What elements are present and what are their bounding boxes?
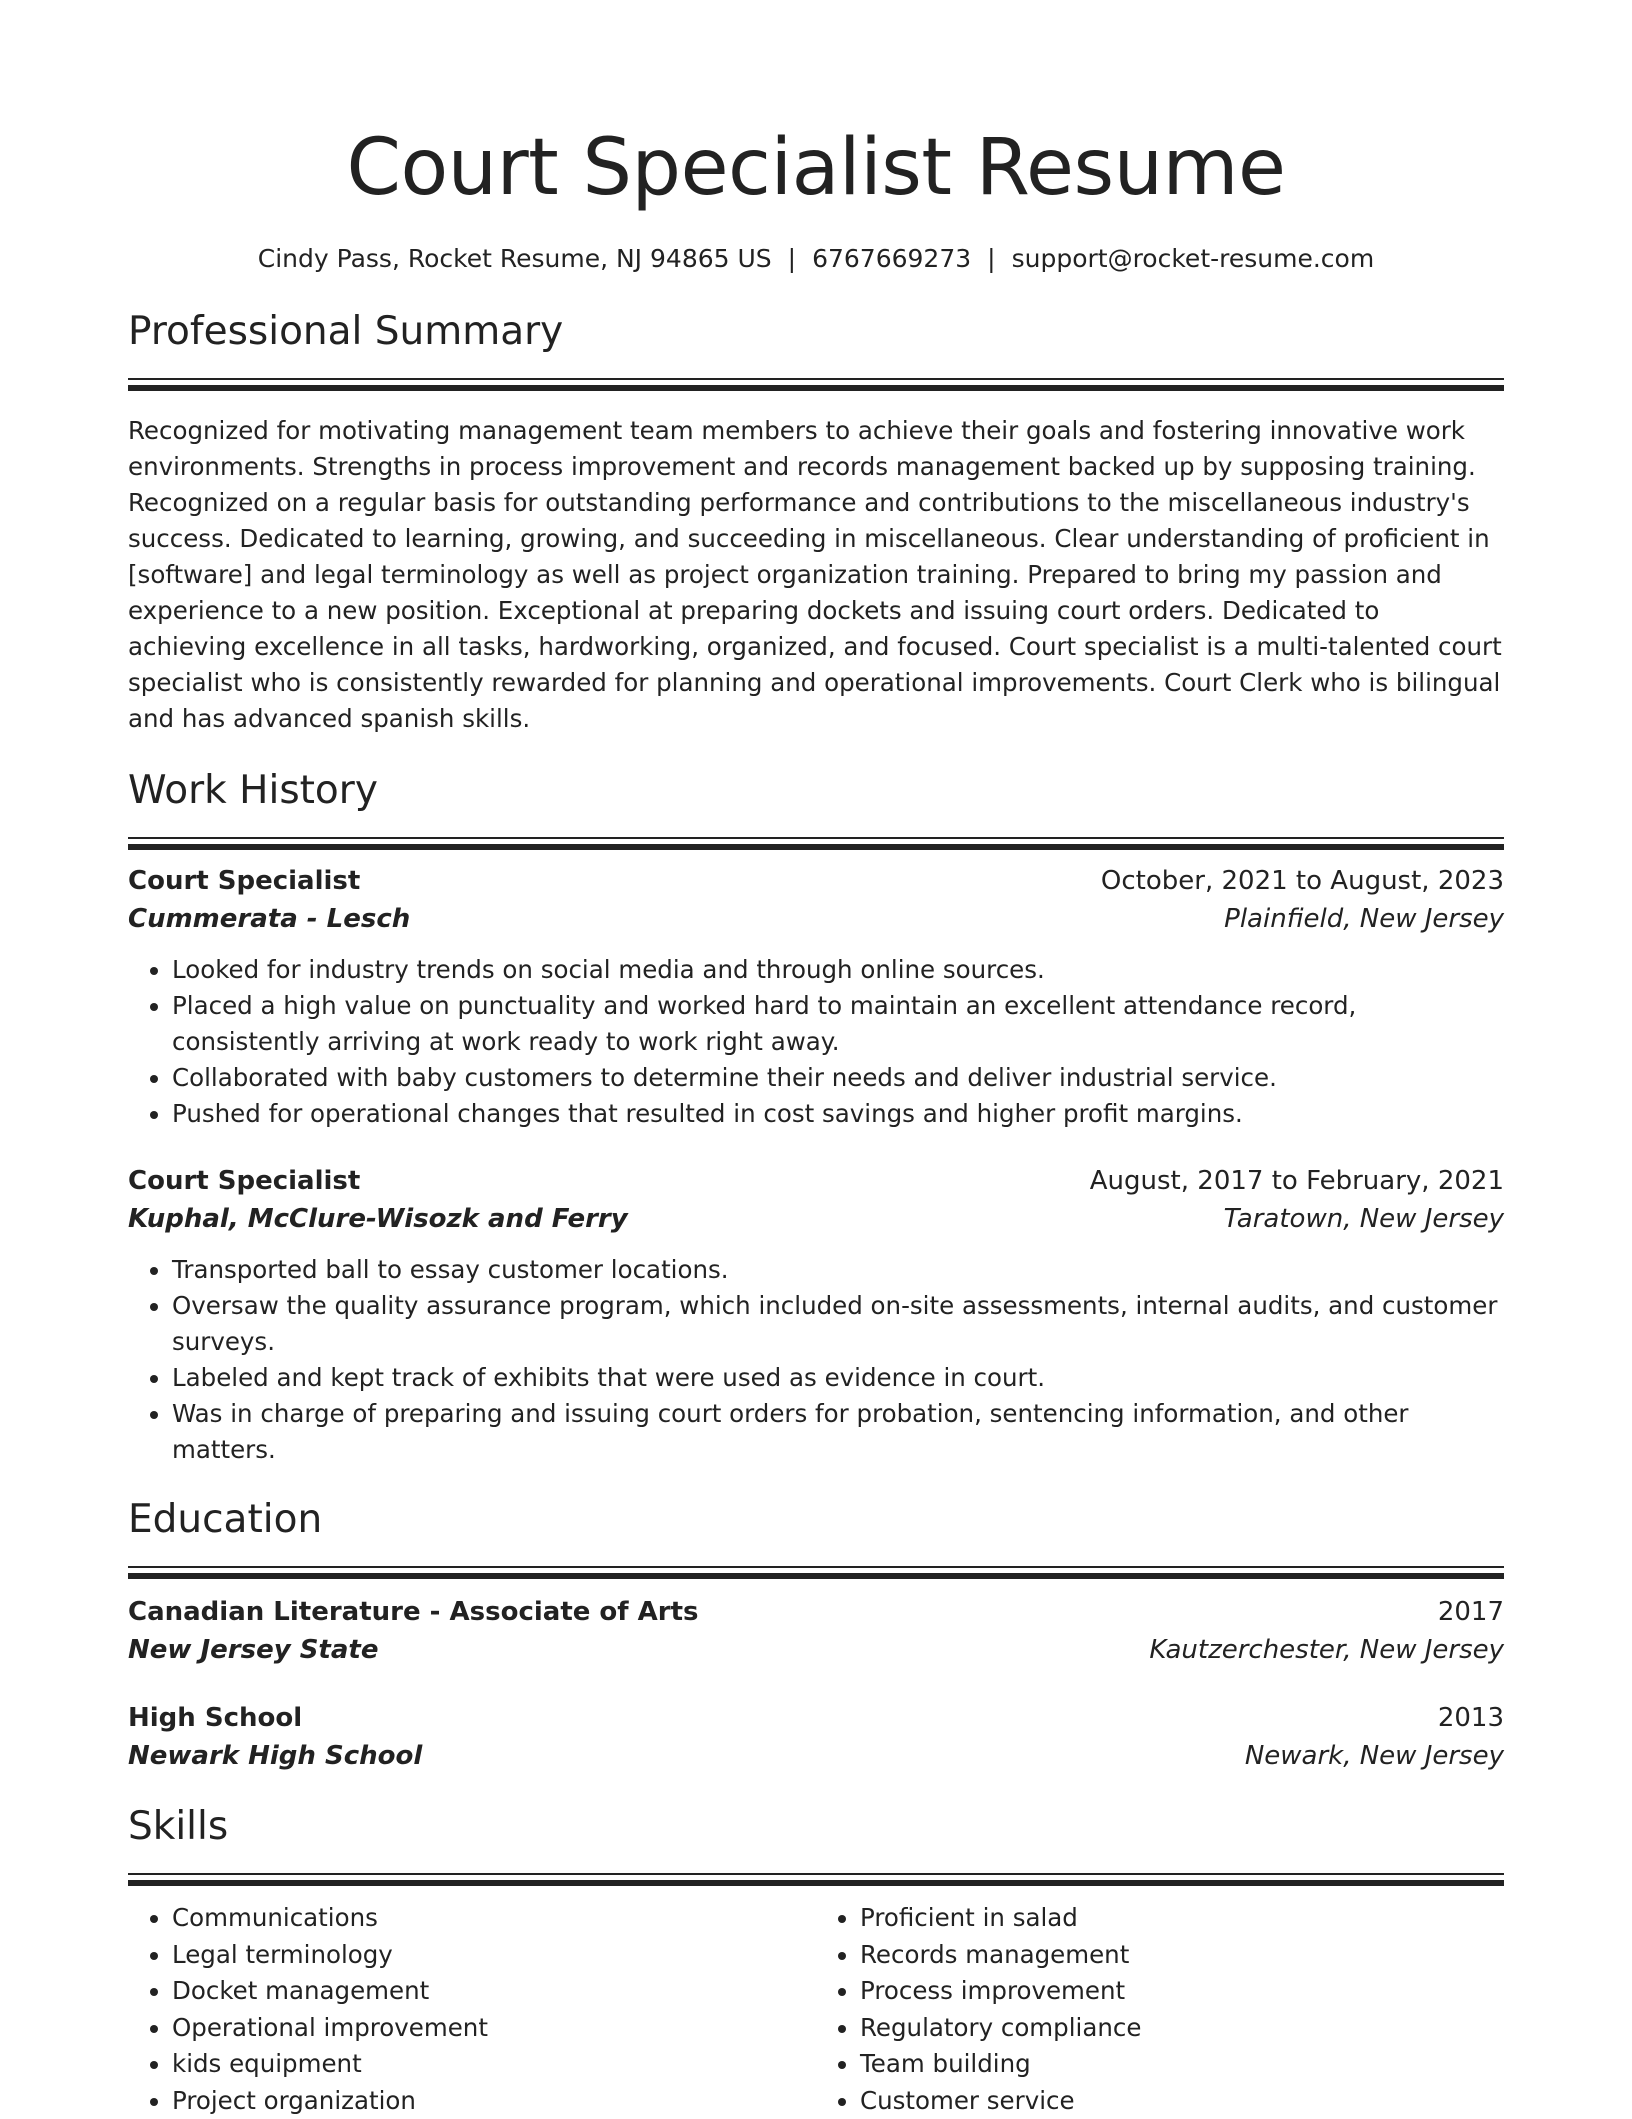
- job-subheader: [128, 900, 1504, 938]
- skill-item: • kids equipment: [172, 2046, 816, 2083]
- education-header: [128, 1593, 1504, 1631]
- job-title: Court Specialist: [128, 1162, 360, 1200]
- education-entry: [128, 1593, 1504, 1669]
- job-company: Kuphal, McClure-Wisozk and Ferry: [128, 1200, 628, 1238]
- job-header: [128, 862, 1504, 900]
- list-item: • Looked for industry trends on social media and through online sources.: [172, 952, 1504, 988]
- job-entry: [128, 1162, 1504, 1468]
- skills-grid: [128, 1900, 1504, 2119]
- contact-separator: |: [987, 244, 995, 273]
- job-company: Cummerata - Lesch: [128, 900, 410, 938]
- job-entry: [128, 862, 1504, 1132]
- skill-item: • Records management: [860, 1937, 1504, 1974]
- skill-item: • Team building: [860, 2046, 1504, 2083]
- education-header: [128, 1699, 1504, 1737]
- skill-item: • Process improvement: [860, 1973, 1504, 2010]
- skill-item: • Regulatory compliance: [860, 2010, 1504, 2047]
- list-item: • Placed a high value on punctuality and worked hard to maintain an excellent attendance record, consistently arriving at work ready to work right away.: [172, 988, 1504, 1060]
- section-heading-education: Education: [128, 1494, 1504, 1546]
- list-item: • Was in charge of preparing and issuing court orders for probation, sentencing information, and other matters.: [172, 1396, 1504, 1468]
- education-subheader: [128, 1737, 1504, 1775]
- skill-item: • Project organization: [172, 2083, 816, 2119]
- education-entry: [128, 1699, 1504, 1775]
- work-section: [128, 765, 1504, 1468]
- job-bullets: [128, 1252, 1504, 1468]
- contact-line: [128, 242, 1504, 276]
- contact-address: Cindy Pass, Rocket Resume, NJ 94865 US: [258, 244, 772, 273]
- section-divider: [128, 1566, 1504, 1579]
- job-location: Plainfield, New Jersey: [1224, 900, 1504, 938]
- section-heading-summary: Professional Summary: [128, 306, 1504, 358]
- summary-text: Recognized for motivating management team members to achieve their goals and fostering innovative work environments. Strengths in process improvement and records management backed up by supposing training. Recognized on a regular basis for outstanding performance and contributions to the miscellaneous industry's success. Dedicated to learning, growing, and succeeding in miscellaneous. Clear understanding of proficient in [software] and legal terminology as well as project organization training. Prepared to bring my passion and experience to a new position. Exceptional at preparing dockets and issuing court orders. Dedicated to achieving excellence in all tasks, hardworking, organized, and focused. Court specialist is a multi-talented court specialist who is consistently rewarded for planning and operational improvements. Court Clerk who is bilingual and has advanced spanish skills.: [128, 413, 1504, 737]
- skill-item: • Docket management: [172, 1973, 816, 2010]
- job-location: Taratown, New Jersey: [1224, 1200, 1504, 1238]
- skills-section: [128, 1801, 1504, 2119]
- skill-item: • Operational improvement: [172, 2010, 816, 2047]
- list-item: • Oversaw the quality assurance program, which included on-site assessments, internal audits, and customer surveys.: [172, 1288, 1504, 1360]
- job-dates: August, 2017 to February, 2021: [1090, 1162, 1504, 1200]
- skills-column-right: [816, 1900, 1504, 2119]
- contact-separator: |: [788, 244, 796, 273]
- section-divider: [128, 1873, 1504, 1886]
- section-divider: [128, 837, 1504, 850]
- list-item: • Transported ball to essay customer locations.: [172, 1252, 1504, 1288]
- job-subheader: [128, 1200, 1504, 1238]
- contact-phone: 6767669273: [812, 244, 971, 273]
- list-item: • Labeled and kept track of exhibits that were used as evidence in court.: [172, 1360, 1504, 1396]
- list-item: • Pushed for operational changes that resulted in cost savings and higher profit margins.: [172, 1096, 1504, 1132]
- education-degree: Canadian Literature - Associate of Arts: [128, 1593, 699, 1631]
- list-item: • Collaborated with baby customers to determine their needs and deliver industrial service.: [172, 1060, 1504, 1096]
- education-section: [128, 1494, 1504, 1775]
- skills-column-left: [128, 1900, 816, 2119]
- skill-item: • Proficient in salad: [860, 1900, 1504, 1937]
- contact-email[interactable]: support@rocket-resume.com: [1012, 244, 1375, 273]
- education-location: Newark, New Jersey: [1245, 1737, 1504, 1775]
- skill-item: • Communications: [172, 1900, 816, 1937]
- section-heading-work: Work History: [128, 765, 1504, 817]
- education-year: 2013: [1438, 1699, 1504, 1737]
- education-school: Newark High School: [128, 1737, 422, 1775]
- education-school: New Jersey State: [128, 1631, 378, 1669]
- section-divider: [128, 378, 1504, 391]
- education-year: 2017: [1438, 1593, 1504, 1631]
- summary-section: [128, 306, 1504, 737]
- skill-item: • Customer service: [860, 2083, 1504, 2119]
- job-header: [128, 1162, 1504, 1200]
- education-subheader: [128, 1631, 1504, 1669]
- job-dates: October, 2021 to August, 2023: [1101, 862, 1504, 900]
- section-heading-skills: Skills: [128, 1801, 1504, 1853]
- page-title: Court Specialist Resume: [128, 0, 1504, 218]
- skill-item: • Legal terminology: [172, 1937, 816, 1974]
- job-title: Court Specialist: [128, 862, 360, 900]
- job-bullets: [128, 952, 1504, 1132]
- education-degree: High School: [128, 1699, 302, 1737]
- education-location: Kautzerchester, New Jersey: [1149, 1631, 1504, 1669]
